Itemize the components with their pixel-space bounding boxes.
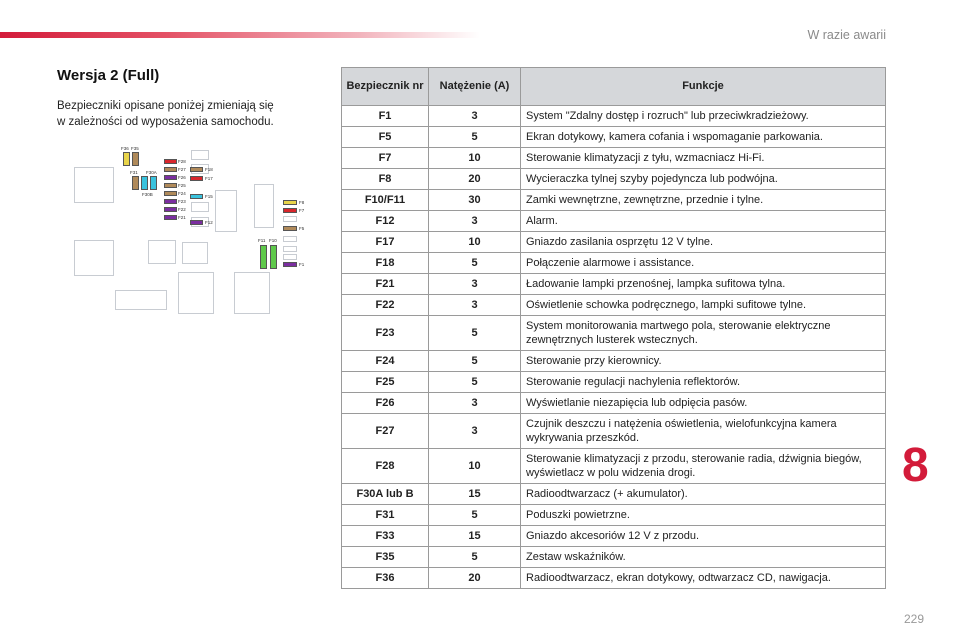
fuse-f1 xyxy=(283,262,297,267)
table-row xyxy=(342,295,886,316)
label-f22: F22 xyxy=(178,207,186,212)
fuse-f18 xyxy=(190,167,203,172)
label-f8: F8 xyxy=(299,200,305,205)
table-row xyxy=(342,449,886,484)
function-cell: Czujnik deszczu i natężenia oświetlenia, wielofunkcyjna kamera wykrywania przeszkód. xyxy=(521,414,886,449)
fuse-f27 xyxy=(164,167,177,172)
fuse-number-cell: F1 xyxy=(342,106,429,127)
fuse-f8 xyxy=(283,200,297,205)
table-row xyxy=(342,372,886,393)
relay-slot xyxy=(115,290,167,310)
table-row xyxy=(342,393,886,414)
table-header-row xyxy=(342,68,886,106)
fuse-f10 xyxy=(270,245,277,269)
relay-slot xyxy=(182,242,208,264)
label-f31: F31 xyxy=(130,170,138,175)
page-title: Wersja 2 (Full) xyxy=(57,67,160,84)
function-cell: Sterowanie klimatyzacji z tyłu, wzmacniacz Hi-Fi. xyxy=(521,148,886,169)
fuse-table xyxy=(341,67,886,589)
fuse-number-cell: F33 xyxy=(342,526,429,547)
amperage-cell: 5 xyxy=(429,372,521,393)
label-f36: F36 xyxy=(121,146,129,151)
header-fuse-number: Bezpiecznik nr xyxy=(342,68,429,106)
section-header: W razie awarii xyxy=(807,28,886,42)
label-f23: F23 xyxy=(178,199,186,204)
amperage-cell: 5 xyxy=(429,351,521,372)
fuse-f5 xyxy=(283,226,297,231)
amperage-cell: 5 xyxy=(429,505,521,526)
table-row xyxy=(342,505,886,526)
fuse-f35 xyxy=(132,152,139,166)
amperage-cell: 15 xyxy=(429,484,521,505)
fuse-f30b xyxy=(150,176,157,190)
fuse-f26 xyxy=(164,175,177,180)
fuse-number-cell: F24 xyxy=(342,351,429,372)
fuse-number-cell: F18 xyxy=(342,253,429,274)
fuse-f12 xyxy=(190,220,203,225)
function-cell: Zestaw wskaźników. xyxy=(521,547,886,568)
amperage-cell: 5 xyxy=(429,547,521,568)
label-f35: F35 xyxy=(131,146,139,151)
fuse-number-cell: F8 xyxy=(342,169,429,190)
label-f27: F27 xyxy=(178,167,186,172)
function-cell: Ładowanie lampki przenośnej, lampka sufitowa tylna. xyxy=(521,274,886,295)
label-f17: F17 xyxy=(205,176,213,181)
table-row xyxy=(342,148,886,169)
function-cell: Poduszki powietrzne. xyxy=(521,505,886,526)
empty-slot xyxy=(283,254,297,260)
fuse-f25 xyxy=(164,183,177,188)
empty-slot xyxy=(283,216,297,222)
fuse-number-cell: F25 xyxy=(342,372,429,393)
empty-slot xyxy=(283,246,297,252)
function-cell: Gniazdo akcesoriów 12 V z przodu. xyxy=(521,526,886,547)
table-row xyxy=(342,190,886,211)
table-row xyxy=(342,484,886,505)
fuse-f21 xyxy=(164,215,177,220)
amperage-cell: 3 xyxy=(429,393,521,414)
amperage-cell: 5 xyxy=(429,253,521,274)
fuse-f31 xyxy=(132,176,139,190)
table-row xyxy=(342,211,886,232)
table-row xyxy=(342,253,886,274)
amperage-cell: 5 xyxy=(429,127,521,148)
fuse-number-cell: F7 xyxy=(342,148,429,169)
relay-slot xyxy=(234,272,270,314)
label-f28: F28 xyxy=(178,159,186,164)
intro-line-2: w zależności od wyposażenia samochodu. xyxy=(57,116,274,128)
amperage-cell: 3 xyxy=(429,106,521,127)
intro-text xyxy=(57,98,307,130)
function-cell: System "Zdalny dostęp i rozruch" lub przeciwkradzieżowy. xyxy=(521,106,886,127)
amperage-cell: 30 xyxy=(429,190,521,211)
header-amperage: Natężenie (A) xyxy=(429,68,521,106)
fuse-number-cell: F10/F11 xyxy=(342,190,429,211)
label-f30b: F30B xyxy=(142,192,153,197)
fuse-f22 xyxy=(164,207,177,212)
function-cell: Wycieraczka tylnej szyby pojedyncza lub podwójna. xyxy=(521,169,886,190)
label-f10: F10 xyxy=(269,238,277,243)
function-cell: Sterowanie przy kierownicy. xyxy=(521,351,886,372)
function-cell: Radioodtwarzacz, ekran dotykowy, odtwarzacz CD, nawigacja. xyxy=(521,568,886,589)
fuse-f11 xyxy=(260,245,267,269)
intro-line-1: Bezpieczniki opisane poniżej zmieniają się xyxy=(57,100,274,112)
table-row xyxy=(342,127,886,148)
label-f5: F5 xyxy=(299,226,305,231)
fuse-f23 xyxy=(164,199,177,204)
amperage-cell: 10 xyxy=(429,232,521,253)
function-cell: Sterowanie klimatyzacji z przodu, sterowanie radia, dźwignia biegów, wyświetlacz w polu widzenia drogi. xyxy=(521,449,886,484)
fuse-number-cell: F17 xyxy=(342,232,429,253)
relay-slot xyxy=(74,167,114,203)
fuse-number-cell: F36 xyxy=(342,568,429,589)
amperage-cell: 10 xyxy=(429,148,521,169)
fuse-box-diagram xyxy=(70,142,320,322)
function-cell: Gniazdo zasilania osprzętu 12 V tylne. xyxy=(521,232,886,253)
fuse-number-cell: F28 xyxy=(342,449,429,484)
function-cell: Zamki wewnętrzne, zewnętrzne, przednie i tylne. xyxy=(521,190,886,211)
fuse-number-cell: F30A lub B xyxy=(342,484,429,505)
fuse-f30a xyxy=(141,176,148,190)
function-cell: System monitorowania martwego pola, sterowanie elektryczne zewnętrznych lusterek wstecznych. xyxy=(521,316,886,351)
fuse-f7 xyxy=(283,208,297,213)
fuse-number-cell: F21 xyxy=(342,274,429,295)
header-functions: Funkcje xyxy=(521,68,886,106)
table-row xyxy=(342,274,886,295)
label-f7: F7 xyxy=(299,208,305,213)
label-f21: F21 xyxy=(178,215,186,220)
label-f15: F15 xyxy=(205,194,213,199)
label-f12: F12 xyxy=(205,220,213,225)
fuse-f17 xyxy=(190,176,203,181)
label-f18: F18 xyxy=(205,167,213,172)
amperage-cell: 20 xyxy=(429,169,521,190)
relay-slot xyxy=(254,184,274,228)
amperage-cell: 20 xyxy=(429,568,521,589)
function-cell: Radioodtwarzacz (+ akumulator). xyxy=(521,484,886,505)
function-cell: Połączenie alarmowe i assistance. xyxy=(521,253,886,274)
fuse-f24 xyxy=(164,191,177,196)
relay-slot xyxy=(215,190,237,232)
fuse-number-cell: F22 xyxy=(342,295,429,316)
relay-slot xyxy=(191,150,209,160)
fuse-number-cell: F27 xyxy=(342,414,429,449)
fuse-number-cell: F23 xyxy=(342,316,429,351)
table-row xyxy=(342,169,886,190)
table-row xyxy=(342,414,886,449)
fuse-number-cell: F5 xyxy=(342,127,429,148)
fuse-number-cell: F35 xyxy=(342,547,429,568)
table-row xyxy=(342,316,886,351)
table-row xyxy=(342,526,886,547)
function-cell: Wyświetlanie niezapięcia lub odpięcia pasów. xyxy=(521,393,886,414)
fuse-number-cell: F31 xyxy=(342,505,429,526)
amperage-cell: 10 xyxy=(429,449,521,484)
function-cell: Ekran dotykowy, kamera cofania i wspomaganie parkowania. xyxy=(521,127,886,148)
label-f24: F24 xyxy=(178,191,186,196)
fuse-f15 xyxy=(190,194,203,199)
relay-slot xyxy=(148,240,176,264)
fuse-number-cell: F26 xyxy=(342,393,429,414)
fuse-f36 xyxy=(123,152,130,166)
chapter-number: 8 xyxy=(902,439,929,492)
label-f1: F1 xyxy=(299,262,305,267)
table-row xyxy=(342,351,886,372)
function-cell: Sterowanie regulacji nachylenia reflektorów. xyxy=(521,372,886,393)
fuse-f28 xyxy=(164,159,177,164)
function-cell: Alarm. xyxy=(521,211,886,232)
function-cell: Oświetlenie schowka podręcznego, lampki sufitowe tylne. xyxy=(521,295,886,316)
fuse-number-cell: F12 xyxy=(342,211,429,232)
label-f11: F11 xyxy=(258,238,266,243)
amperage-cell: 3 xyxy=(429,211,521,232)
page-number: 229 xyxy=(903,612,924,626)
amperage-cell: 15 xyxy=(429,526,521,547)
label-f30a: F30A xyxy=(146,170,157,175)
table-row xyxy=(342,232,886,253)
amperage-cell: 3 xyxy=(429,295,521,316)
label-f25: F25 xyxy=(178,183,186,188)
table-row xyxy=(342,106,886,127)
relay-slot xyxy=(191,202,209,212)
amperage-cell: 3 xyxy=(429,274,521,295)
header-accent-bar xyxy=(0,32,480,38)
label-f26: F26 xyxy=(178,175,186,180)
empty-slot xyxy=(283,236,297,242)
amperage-cell: 5 xyxy=(429,316,521,351)
relay-slot xyxy=(178,272,214,314)
table-row xyxy=(342,568,886,589)
amperage-cell: 3 xyxy=(429,414,521,449)
relay-slot xyxy=(74,240,114,276)
table-row xyxy=(342,547,886,568)
